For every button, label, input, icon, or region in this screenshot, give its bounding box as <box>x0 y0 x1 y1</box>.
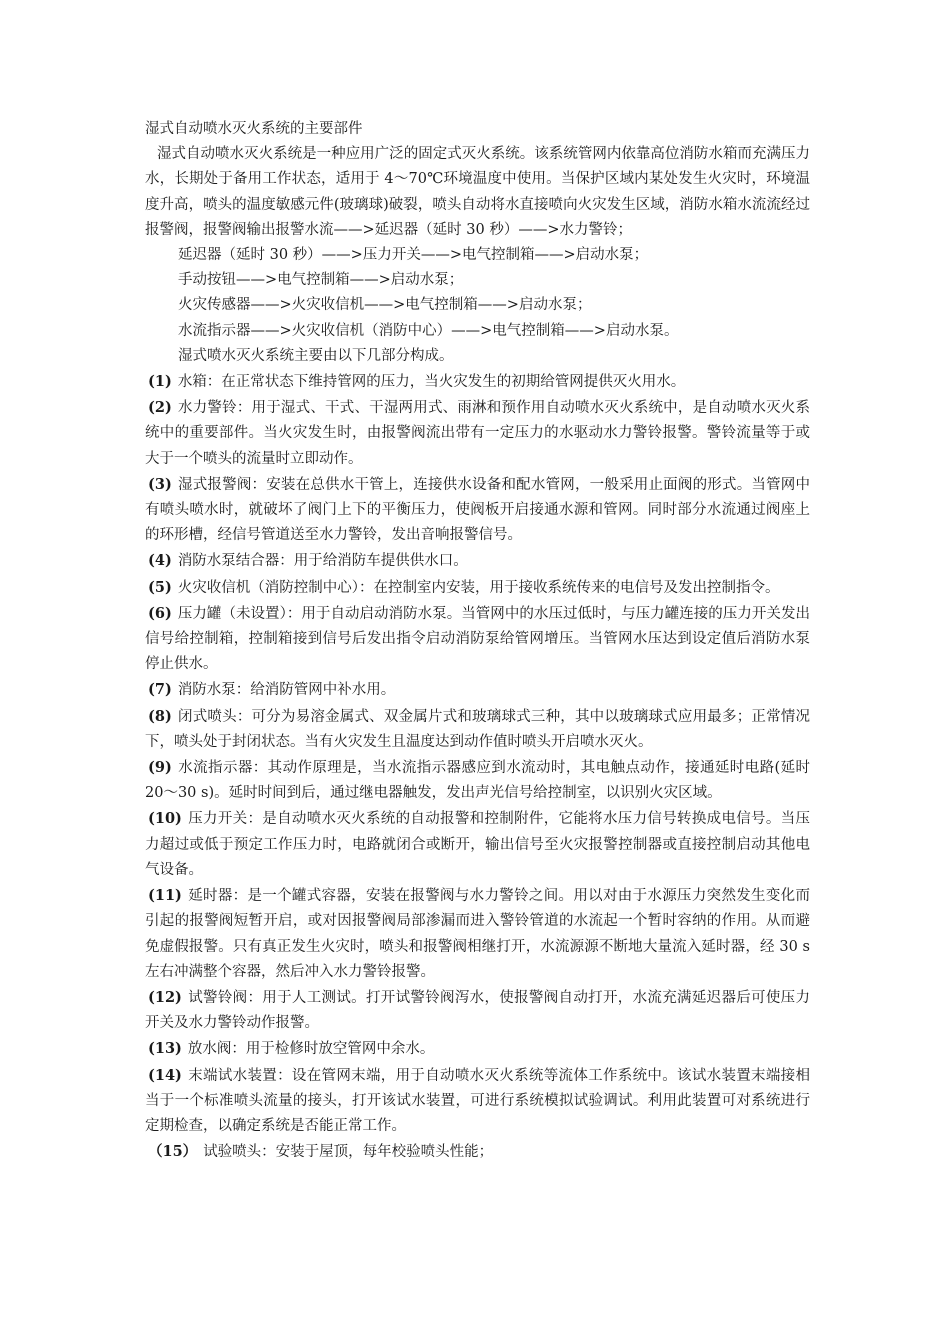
list-item <box>145 985 810 1036</box>
list-item <box>145 755 810 806</box>
item-number: (11) <box>148 887 182 905</box>
item-text: 延时器：是一个罐式容器，安装在报警阀与水力警铃之间。用以对由于水源压力突然发生变化而引起的报警阀短暂开启，或对因报警阀局部渗漏而进入警铃管道的水流起一个暂时容纳的作用。从而避免虚假报警。只有真正发生火灾时，喷头和报警阀相继打开，水流源源不断地大量流入延时器，经 30 s 左右冲满整个容器，然后冲入水力警铃报警。 <box>145 888 810 980</box>
item-text: 末端试水装置：设在管网末端，用于自动喷水灭火系统等流体工作系统中。该试水装置末端接相当于一个标准喷头流量的接头，打开该试水装置，可进行系统模拟试验调试。利用此装置可对系统进行定期检查，以确定系统是否能正常工作。 <box>145 1067 810 1134</box>
item-number: （15） <box>148 1143 198 1161</box>
list-item <box>145 1036 810 1062</box>
item-text: 水流指示器：其动作原理是，当水流指示器感应到水流动时，其电触点动作，接通延时电路(延时 20～30 s)。延时时间到后，通过继电器触发，发出声光信号给控制室，以识别火灾区域。 <box>145 760 810 802</box>
item-text: 压力罐（未设置）：用于自动启动消防水泵。当管网中的水压过低时，与压力罐连接的压力开关发出信号给控制箱，控制箱接到信号后发出指令启动消防泵给管网增压。当管网水压达到设定值后消防水泵停止供水。 <box>145 605 810 673</box>
flow-line: 水流指示器——>火灾收信机（消防中心）——>电气控制箱——>启动水泵。 <box>178 322 679 339</box>
document-page <box>145 117 810 1165</box>
item-number: (4) <box>148 552 172 570</box>
item-number: (3) <box>148 475 172 493</box>
item-text: 放水阀：用于检修时放空管网中余水。 <box>187 1041 435 1058</box>
item-number: (9) <box>148 759 172 777</box>
document-title: 湿式自动喷水灭火系统的主要部件 <box>145 121 363 137</box>
item-text: 湿式报警阀：安装在总供水干管上，连接供水设备和配水管网，一般采用止面阀的形式。当管网中有喷头喷水时，就破坏了阀门上下的平衡压力，使阀板开启接通水源和管网。同时部分水流通过阀座上的环形槽，经信号管道送至水力警铃，发出音响报警信号。 <box>145 476 810 544</box>
list-item <box>145 472 810 549</box>
flow-line: 火灾传感器——>火灾收信机——>电气控制箱——>启动水泵； <box>178 297 592 314</box>
item-text: 火灾收信机（消防控制中心）：在控制室内安装，用于接收系统传来的电信号及发出控制指令。 <box>177 579 780 596</box>
item-number: (6) <box>148 604 172 622</box>
item-text: 试验喷头：安装于屋顶，每年校验喷头性能； <box>203 1144 494 1161</box>
item-number: (2) <box>148 399 172 417</box>
list-item <box>145 575 810 601</box>
item-number: (13) <box>148 1040 182 1058</box>
flow-line: 手动按钮——>电气控制箱——>启动水泵； <box>178 272 464 289</box>
flow-line: 延迟器（延时 30 秒）——>压力开关——>电气控制箱——>启动水泵； <box>178 247 649 264</box>
list-item <box>145 677 810 703</box>
intro-paragraph: 湿式自动喷水灭火系统是一种应用广泛的固定式灭火系统。该系统管网内依靠高位消防水箱而充满压力水，长期处于备用工作状态，适用于 4～70℃环境温度中使用。当保护区域内某处发生火灾时，环境温度升高，喷头的温度敏感元件(玻璃球)破裂，喷头自动将水直接喷向火灾发生区域，消防水箱水流流经过报警阀，报警阀输出报警水流——>延迟器（延时 30 秒）——>水力警铃； <box>145 146 810 238</box>
item-text: 消防水泵结合器：用于给消防车提供供水口。 <box>177 553 468 570</box>
list-item <box>145 883 810 985</box>
list-item <box>145 1139 810 1165</box>
list-item <box>145 395 810 472</box>
item-number: (7) <box>148 681 172 699</box>
item-text: 消防水泵：给消防管网中补水用。 <box>177 682 396 699</box>
item-text: 闭式喷头：可分为易溶金属式、双金属片式和玻璃球式三种，其中以玻璃球式应用最多；正常情况下，喷头处于封闭状态。当有火灾发生且温度达到动作值时喷头开启喷水灭火。 <box>145 708 810 750</box>
list-item <box>145 601 810 678</box>
item-number: (5) <box>148 578 172 596</box>
item-number: (12) <box>148 988 182 1006</box>
item-text: 水力警铃：用于湿式、干式、干湿两用式、雨淋和预作用自动喷水灭火系统中，是自动喷水灭火系统中的重要部件。当火灾发生时，由报警阀流出带有一定压力的水驱动水力警铃报警。警铃流量等于或大于一个喷头的流量时立即动作。 <box>145 400 810 467</box>
item-text: 试警铃阀：用于人工测试。打开试警铃阀泻水，使报警阀自动打开，水流充满延迟器后可使压力开关及水力警铃动作报警。 <box>145 989 810 1032</box>
item-number: (14) <box>148 1066 182 1084</box>
item-text: 压力开关：是自动喷水灭火系统的自动报警和控制附件，它能将水压力信号转换成电信号。当压力超过或低于预定工作压力时，电路就闭合或断开，输出信号至火灾报警控制器或直接控制启动其他电气设备。 <box>145 811 810 878</box>
composition-intro: 湿式喷水灭火系统主要由以下几部分构成。 <box>178 347 454 364</box>
item-text: 水箱：在正常状态下维持管网的压力，当火灾发生的初期给管网提供灭火用水。 <box>177 374 686 391</box>
item-number: (1) <box>148 373 172 391</box>
item-number: (8) <box>148 707 172 725</box>
list-item <box>145 1063 810 1140</box>
item-number: (10) <box>148 810 182 828</box>
list-item <box>145 704 810 755</box>
list-item <box>145 369 810 395</box>
list-item <box>145 548 810 574</box>
list-item <box>145 806 810 883</box>
